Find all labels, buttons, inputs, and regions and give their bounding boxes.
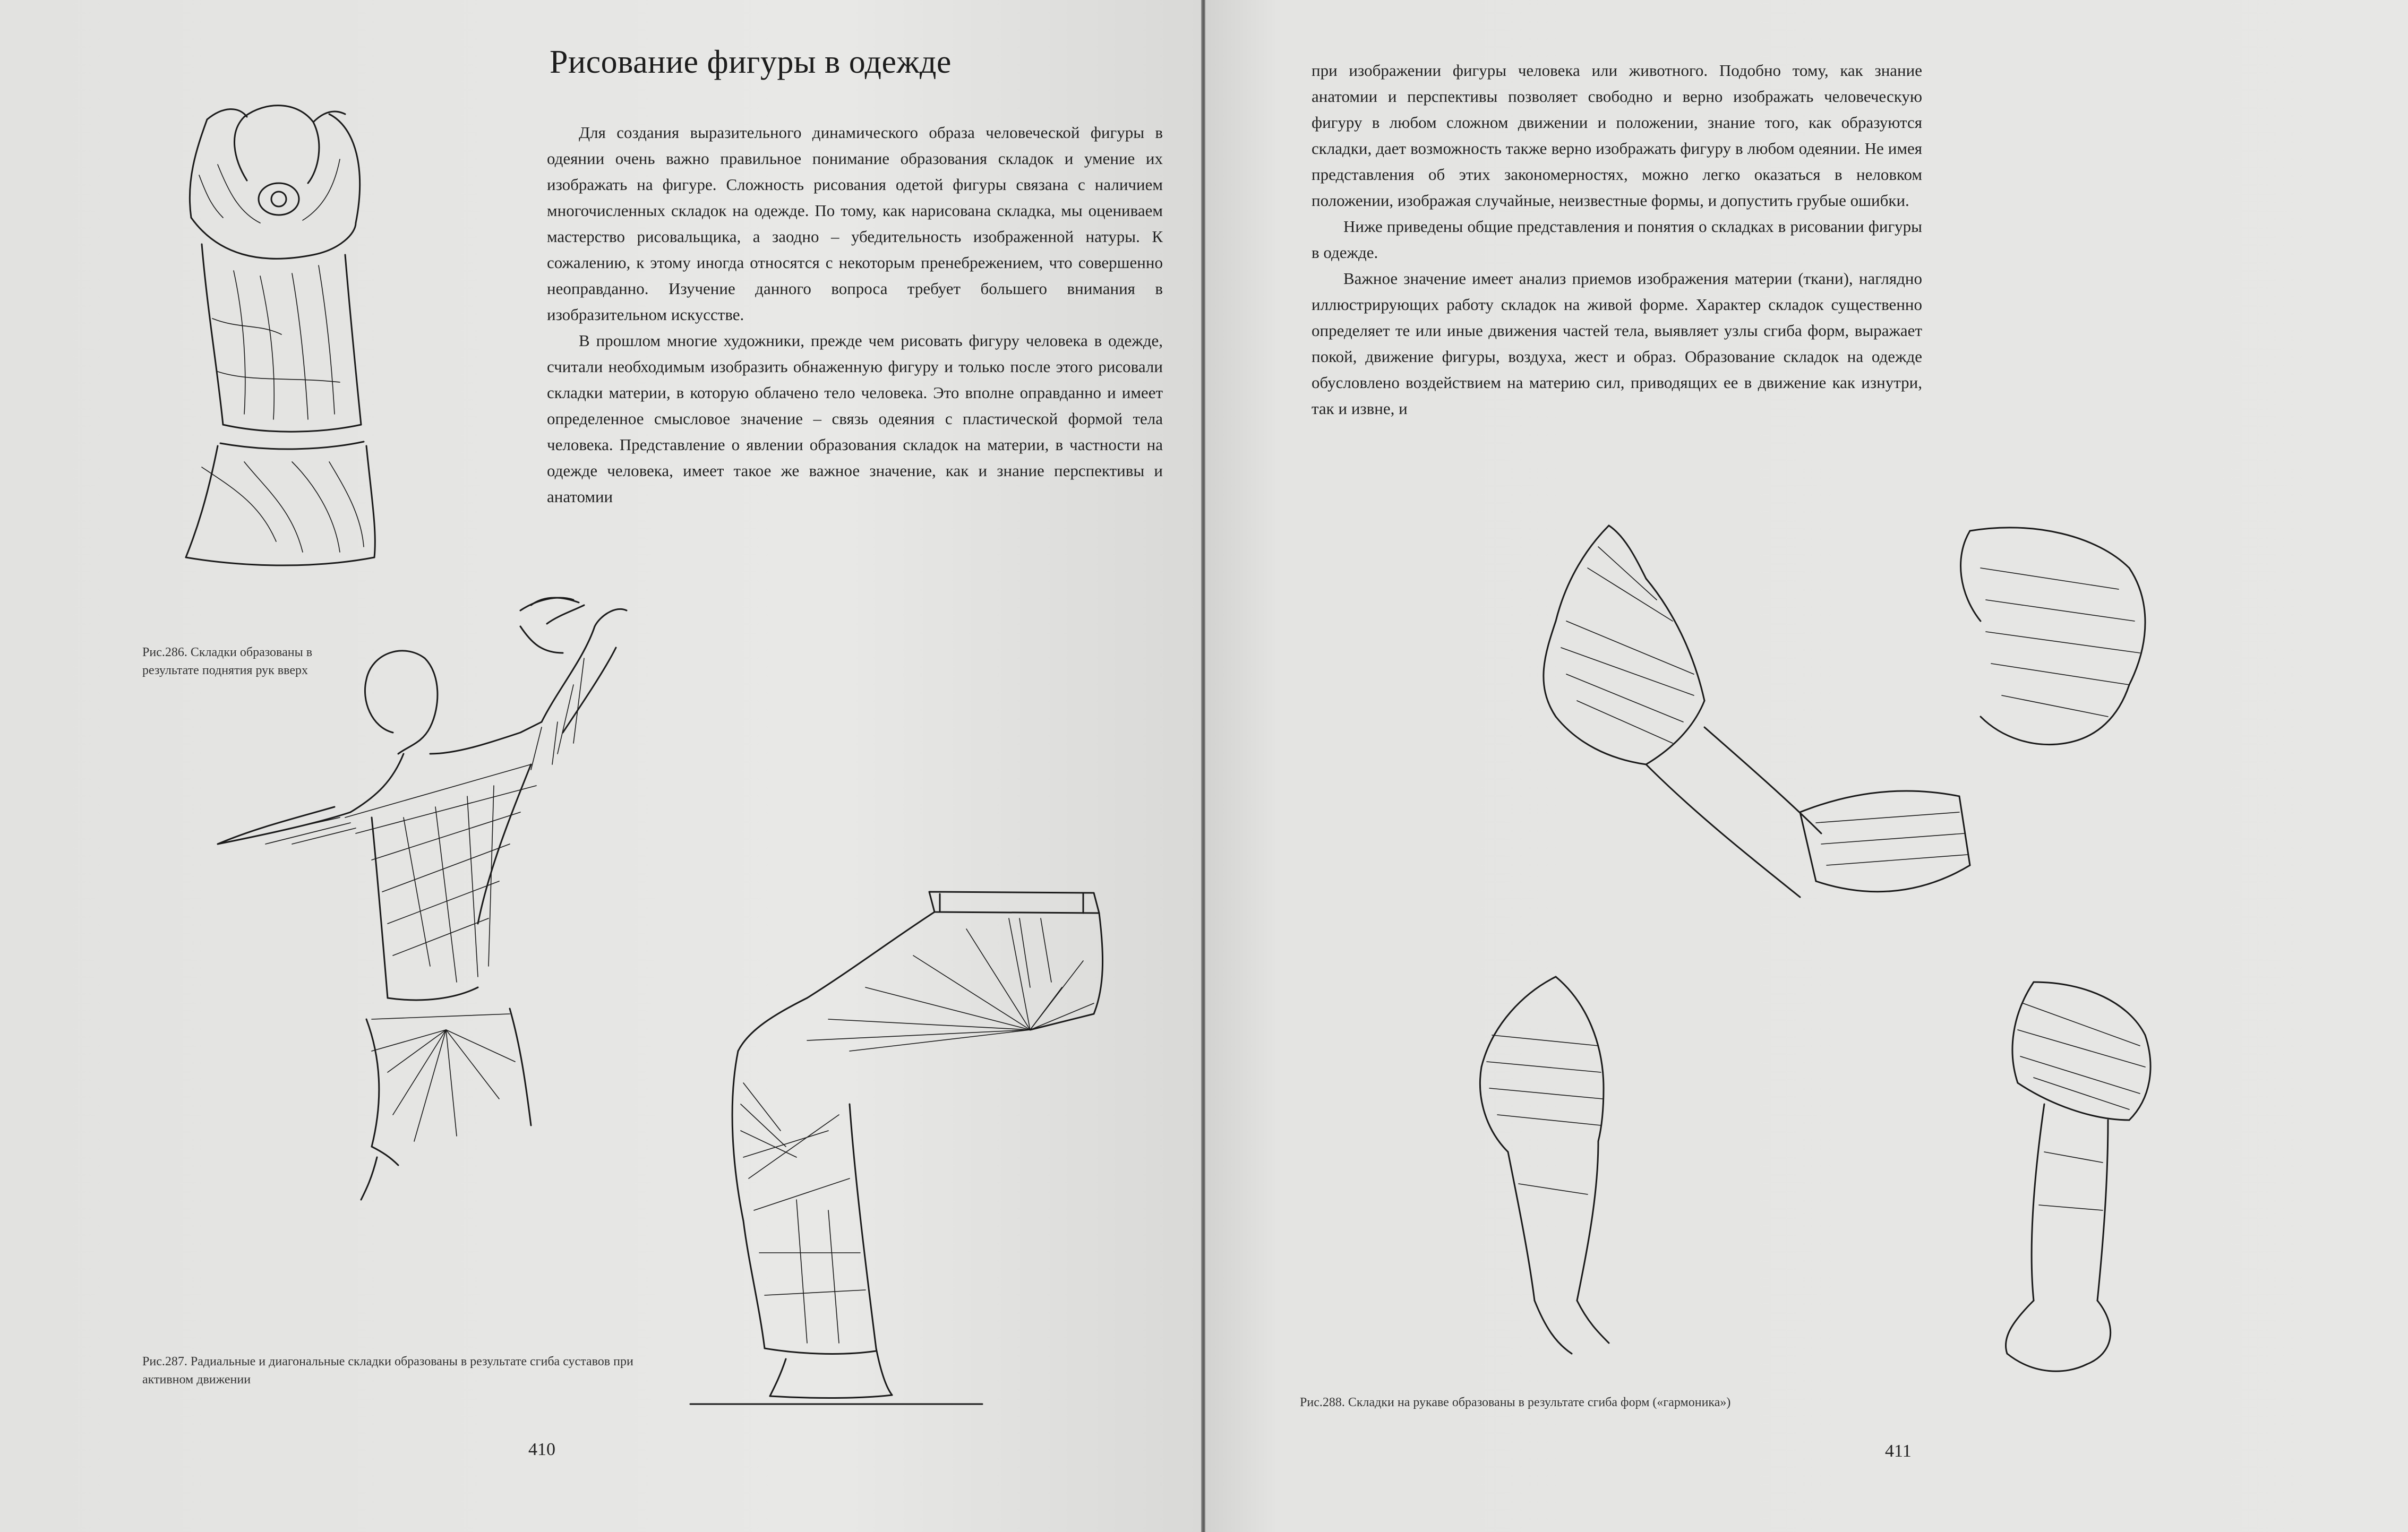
right-paragraph-2: Ниже приведены общие представления и понятия о складках в рисовании фигуры в одежде.: [1312, 217, 1922, 262]
figure-286-illustration: [154, 96, 388, 573]
right-body-text: [1312, 57, 1922, 421]
book-gutter: [1201, 0, 1205, 1532]
page-number-411: 411: [1885, 1441, 1912, 1461]
right-page: [1205, 0, 2408, 1532]
left-page: [0, 0, 1201, 1532]
caption-288: Рис.288. Складки на рукаве образованы в результате сгиба форм («гармоника»): [1300, 1396, 1731, 1409]
left-paragraph-2: В прошлом многие художники, прежде чем рисовать фигуру человека в одежде, считали необходимым изобразить обнаженную фигуру и только после этого рисовали складки материи, в которую облачено тело человека. Это вполне оправданно и имеет определенное смысловое значение – связь одеяния с пластической формой тела человека. Представление о явлении образования складок на материи, в частности на одежде человека, имеет такое же важное значение, как и знание перспективы и анатомии: [547, 331, 1163, 506]
right-paragraph-1: при изображении фигуры человека или животного. Подобно тому, как знание анатомии и перспективы позволяет свободно и верно изображать человеческую фигуру в любом сложном движении и положении, знание того, как образуются складки, дает возможность также верно изображать фигуру в любом одеянии. Не имея представления об этих закономерностях, можно легко оказаться в неловком положении, изображая случайные, неизвестные формы, и допустить грубые ошибки.: [1312, 61, 1922, 210]
figure-287-right-illustration: [690, 881, 1126, 1412]
page-title: Рисование фигуры в одежде: [550, 44, 952, 80]
left-body-text: [547, 119, 1163, 510]
figure-287-left-illustration: [212, 595, 722, 1295]
figure-288-illustration: [1396, 515, 2310, 1385]
right-paragraph-3: Важное значение имеет анализ приемов изображения материи (ткани), наглядно иллюстрирующих работу складок на живой форме. Характер складок существенно определяет те или иные движения частей тела, выявляет узлы сгиба форм, выражает покой, движение фигуры, воздуха, жест и образ. Образование складок на одежде обусловлено воздействием на материю сил, приводящих ее в движение как изнутри, так и извне, и: [1312, 269, 1922, 418]
page-number-410: 410: [528, 1440, 555, 1459]
caption-286: Рис.286. Складки образованы в результате поднятия рук вверх: [142, 645, 313, 677]
left-paragraph-1: Для создания выразительного динамического образа человеческой фигуры в одеянии очень важно правильное понимание образования складок и умение их изображать на фигуре. Сложность рисования одетой фигуры связана с наличием многочисленных складок на одежде. По тому, как нарисована складка, мы оцениваем мастерство рисовальщика, а заодно – убедительность изображенной натуры. К сожалению, к этому иногда относятся с некоторым пренебрежением, что совершенно неоправданно. Изучение данного вопроса требует большего внимания в изобразительном искусстве.: [547, 123, 1163, 324]
caption-287: Рис.287. Радиальные и диагональные складки образованы в результате сгиба суставов при активном движении: [142, 1355, 633, 1387]
